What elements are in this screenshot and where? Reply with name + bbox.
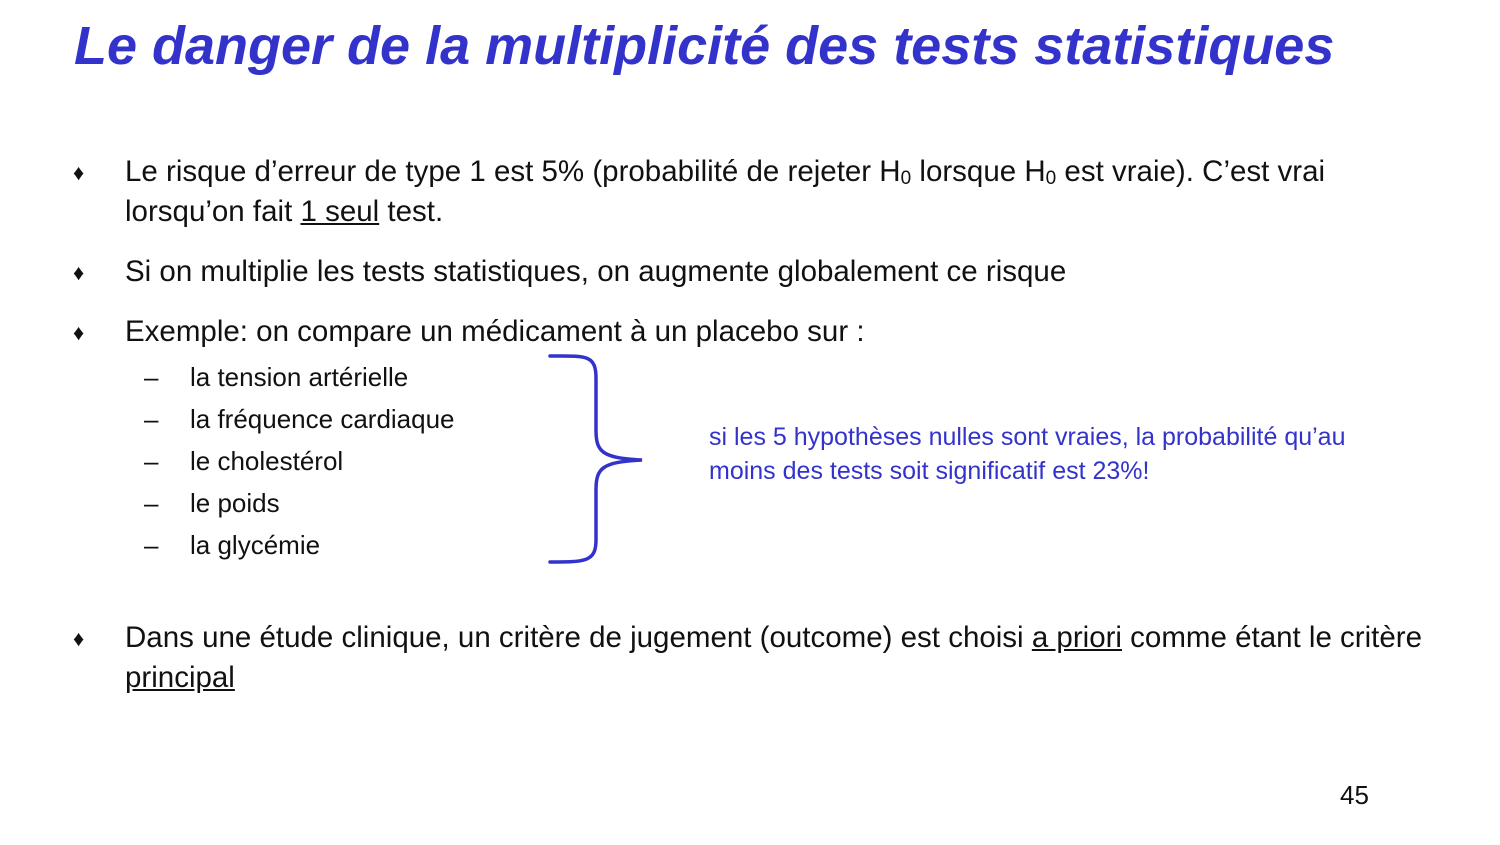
brace-annotation: si les 5 hypothèses nulles sont vraies, la probabilité qu’au moins des tests soit significatif est 23%!: [709, 423, 1346, 485]
bullet-3-marker: ♦: [73, 320, 85, 345]
bullet-4-text: [125, 618, 1445, 698]
bullet-4-part2: comme étant le critère: [1121, 621, 1423, 654]
bullet-1-subscript-2: 0: [1045, 168, 1057, 189]
slide-title: Le danger de la multiplicité des tests statistiques: [74, 16, 1335, 76]
bullet-4-marker: ♦: [73, 626, 85, 651]
bullet-1-part1: Le risque d’erreur de type 1 est 5% (probabilité de rejeter H: [125, 155, 901, 188]
bullet-1-subscript-1: 0: [900, 168, 912, 189]
sub-item-4-dash: –: [144, 488, 159, 518]
bullet-1-part2: lorsque H: [911, 155, 1046, 188]
bullet-1-part4: test.: [379, 195, 444, 228]
bullet-1-marker: ♦: [73, 160, 85, 185]
bullet-3-text: Exemple: on compare un médicament à un placebo sur :: [125, 315, 865, 348]
sub-item-2: la fréquence cardiaque: [190, 404, 455, 434]
sub-item-3-dash: –: [144, 446, 159, 476]
bullet-4-part1: Dans une étude clinique, un critère de jugement (outcome) est choisi: [125, 621, 1032, 654]
bullet-2-marker: ♦: [73, 260, 85, 285]
bullet-1-text: [125, 152, 1445, 232]
sub-item-2-dash: –: [144, 404, 159, 434]
bullet-1-part3: est vraie). C’est vrai lorsqu’on fait: [125, 155, 1326, 228]
sub-item-1-dash: –: [144, 362, 159, 392]
bullet-4-underlined-1: a priori: [1031, 621, 1122, 654]
bullet-4-underlined-2: principal: [125, 661, 235, 694]
sub-item-5-dash: –: [144, 530, 159, 560]
sub-item-3: le cholestérol: [190, 446, 344, 476]
bullet-2-text: Si on multiplie les tests statistiques, on augmente globalement ce risque: [125, 255, 1067, 288]
sub-item-5: la glycémie: [190, 530, 321, 560]
sub-item-4: le poids: [190, 488, 280, 518]
bullet-1-underlined: 1 seul: [300, 195, 380, 228]
sub-item-1: la tension artérielle: [190, 362, 409, 392]
page-number: 45: [1340, 780, 1369, 810]
curly-brace-icon: [540, 348, 650, 570]
